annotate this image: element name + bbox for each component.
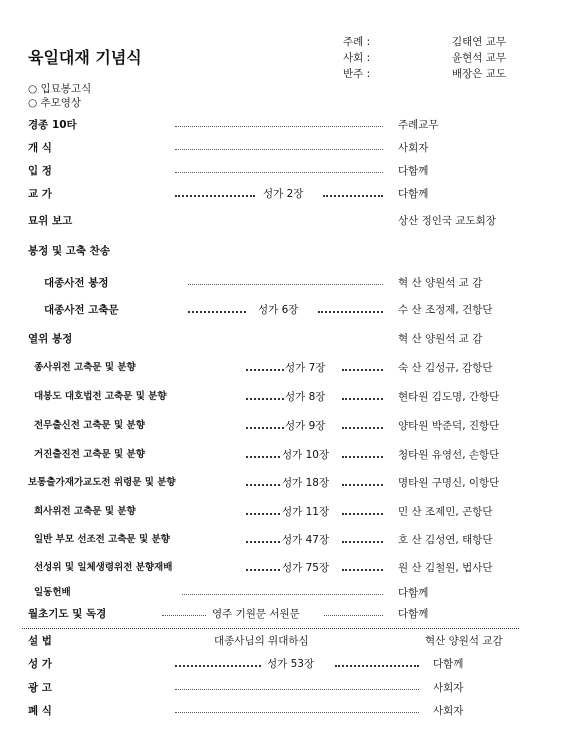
closing-right-announcements: 사회자: [433, 682, 464, 694]
leader-dots: [182, 594, 383, 595]
program-middle-row: 성가 8장: [285, 391, 326, 403]
closing-right-hymn: 다함께: [433, 658, 464, 670]
leader-dots: [175, 172, 383, 173]
program-middle-prayer: 영주 기원문 서원문: [212, 608, 300, 620]
section-divider: [22, 628, 519, 629]
program-right-bow: 다함께: [398, 587, 429, 599]
leader-dots: [188, 284, 383, 285]
closing-right-dharma-talk: 혁산 양원석 교감: [425, 635, 503, 647]
leader-dots: [175, 126, 383, 127]
leader-dots: [342, 398, 383, 400]
leader-dots: [246, 569, 280, 571]
closing-label-closing: 폐 식: [28, 705, 52, 717]
program-right-founder-offering: 혁 산 양원석 교 감: [398, 277, 483, 289]
pre-item-burial-report: ○ 입묘봉고식: [28, 83, 92, 95]
host-value: 윤현석 교무: [452, 52, 507, 64]
program-right-row: 민 산 조제민, 곤항단: [398, 506, 493, 518]
program-right-row: 양타원 박준덕, 진항단: [398, 420, 500, 432]
program-label-ancestors-offering: 열위 봉정: [28, 333, 73, 345]
leader-dots: [246, 369, 284, 371]
leader-dots: [246, 398, 284, 400]
program-middle-row: 성가 75장: [282, 562, 330, 574]
program-middle-founder-prayer: 성가 6장: [258, 304, 299, 316]
program-label-meditation: 입 정: [28, 165, 52, 177]
program-right-prayer: 다함께: [398, 608, 429, 620]
leader-dots: [246, 456, 280, 458]
program-label-grave-report: 묘위 보고: [28, 215, 73, 227]
leader-dots: [335, 665, 419, 667]
program-right-bell: 주례교무: [398, 119, 439, 131]
closing-middle-hymn: 성가 53장: [267, 658, 315, 670]
program-right-row: 청타원 유영선, 손항단: [398, 449, 500, 461]
program-label-row: 거진출진전 고축문 및 분향: [34, 449, 145, 460]
accompanist-label: 반주 :: [343, 68, 371, 80]
closing-middle-dharma-talk: 대종사님의 위대하심: [214, 635, 309, 647]
program-label-prayer: 월초기도 및 독경: [28, 608, 107, 620]
program-middle-row: 성가 9장: [285, 420, 326, 432]
closing-label-announcements: 광 고: [28, 682, 52, 694]
closing-label-dharma-talk: 설 법: [28, 635, 52, 647]
program-label-offering-section: 봉정 및 고축 찬송: [28, 245, 110, 257]
closing-right-closing: 사회자: [433, 705, 464, 717]
program-label-anthem: 교 가: [28, 188, 52, 200]
leader-dots: [342, 484, 383, 486]
leader-dots: [324, 615, 383, 616]
program-label-row: 전무출신전 고축문 및 분향: [34, 420, 145, 431]
leader-dots: [342, 369, 383, 371]
program-label-row: 보통출가재가교도전 위령문 및 분향: [28, 477, 176, 488]
program-label-founder-offering: 대종사전 봉정: [44, 277, 109, 289]
program-label-row: 선성위 및 일체생령위전 분향재배: [34, 562, 173, 573]
leader-dots: [342, 456, 383, 458]
program-right-row: 현타원 김도명, 간항단: [398, 391, 500, 403]
host-label: 사회 :: [343, 52, 371, 64]
closing-label-hymn: 성 가: [28, 658, 52, 670]
program-label-bow: 일동헌배: [34, 587, 71, 598]
leader-dots: [175, 665, 261, 667]
pre-item-memorial-video: ○ 추모영상: [28, 97, 82, 109]
program-middle-row: 성가 10장: [282, 449, 330, 461]
leader-dots: [246, 427, 284, 429]
leader-dots: [175, 149, 383, 150]
leader-dots: [323, 195, 383, 197]
program-middle-row: 성가 7장: [285, 362, 326, 374]
accompanist-value: 배장은 교도: [452, 68, 507, 80]
program-right-row: 호 산 김성연, 태항단: [398, 534, 493, 546]
officiant-label: 주례 :: [343, 36, 371, 48]
program-label-row: 종사위전 고축문 및 분향: [34, 362, 136, 373]
program-right-founder-prayer: 수 산 조정제, 건항단: [398, 304, 493, 316]
leader-dots: [342, 569, 383, 571]
leader-dots: [246, 484, 280, 486]
program-label-row: 일반 부모 선조전 고축문 및 분향: [34, 534, 170, 545]
program-label-row: 대봉도 대호법전 고축문 및 분향: [34, 391, 167, 402]
program-label-row: 희사위전 고축문 및 분향: [34, 506, 136, 517]
program-right-row: 원 산 김철원, 법사단: [398, 562, 493, 574]
program-right-opening: 사회자: [398, 142, 429, 154]
leader-dots: [175, 712, 419, 713]
leader-dots: [246, 541, 280, 543]
program-label-founder-prayer: 대종사전 고축문: [44, 304, 119, 316]
leader-dots: [342, 513, 383, 515]
leader-dots: [246, 513, 280, 515]
leader-dots: [175, 689, 419, 690]
program-right-row: 숙 산 김성규, 감항단: [398, 362, 493, 374]
leader-dots: [318, 311, 383, 313]
program-right-meditation: 다함께: [398, 165, 429, 177]
officiant-value: 김태연 교무: [452, 36, 507, 48]
leader-dots: [342, 541, 383, 543]
program-middle-row: 성가 47장: [282, 534, 330, 546]
program-label-opening: 개 식: [28, 142, 52, 154]
program-label-bell: 경종 10타: [28, 119, 77, 131]
program-right-grave-report: 상산 정인국 교도회장: [398, 215, 496, 227]
program-middle-row: 성가 11장: [282, 506, 330, 518]
document-title: 육일대재 기념식: [28, 48, 142, 67]
program-right-row: 명타원 구명신, 이항단: [398, 477, 500, 489]
program-middle-row: 성가 18장: [282, 477, 330, 489]
program-middle-anthem: 성가 2장: [263, 188, 304, 200]
leader-dots: [188, 311, 246, 313]
program-right-anthem: 다함께: [398, 188, 429, 200]
leader-dots: [162, 615, 206, 616]
leader-dots: [342, 427, 383, 429]
leader-dots: [175, 195, 255, 197]
program-right-ancestors-offering: 혁 산 양원석 교 감: [398, 333, 483, 345]
